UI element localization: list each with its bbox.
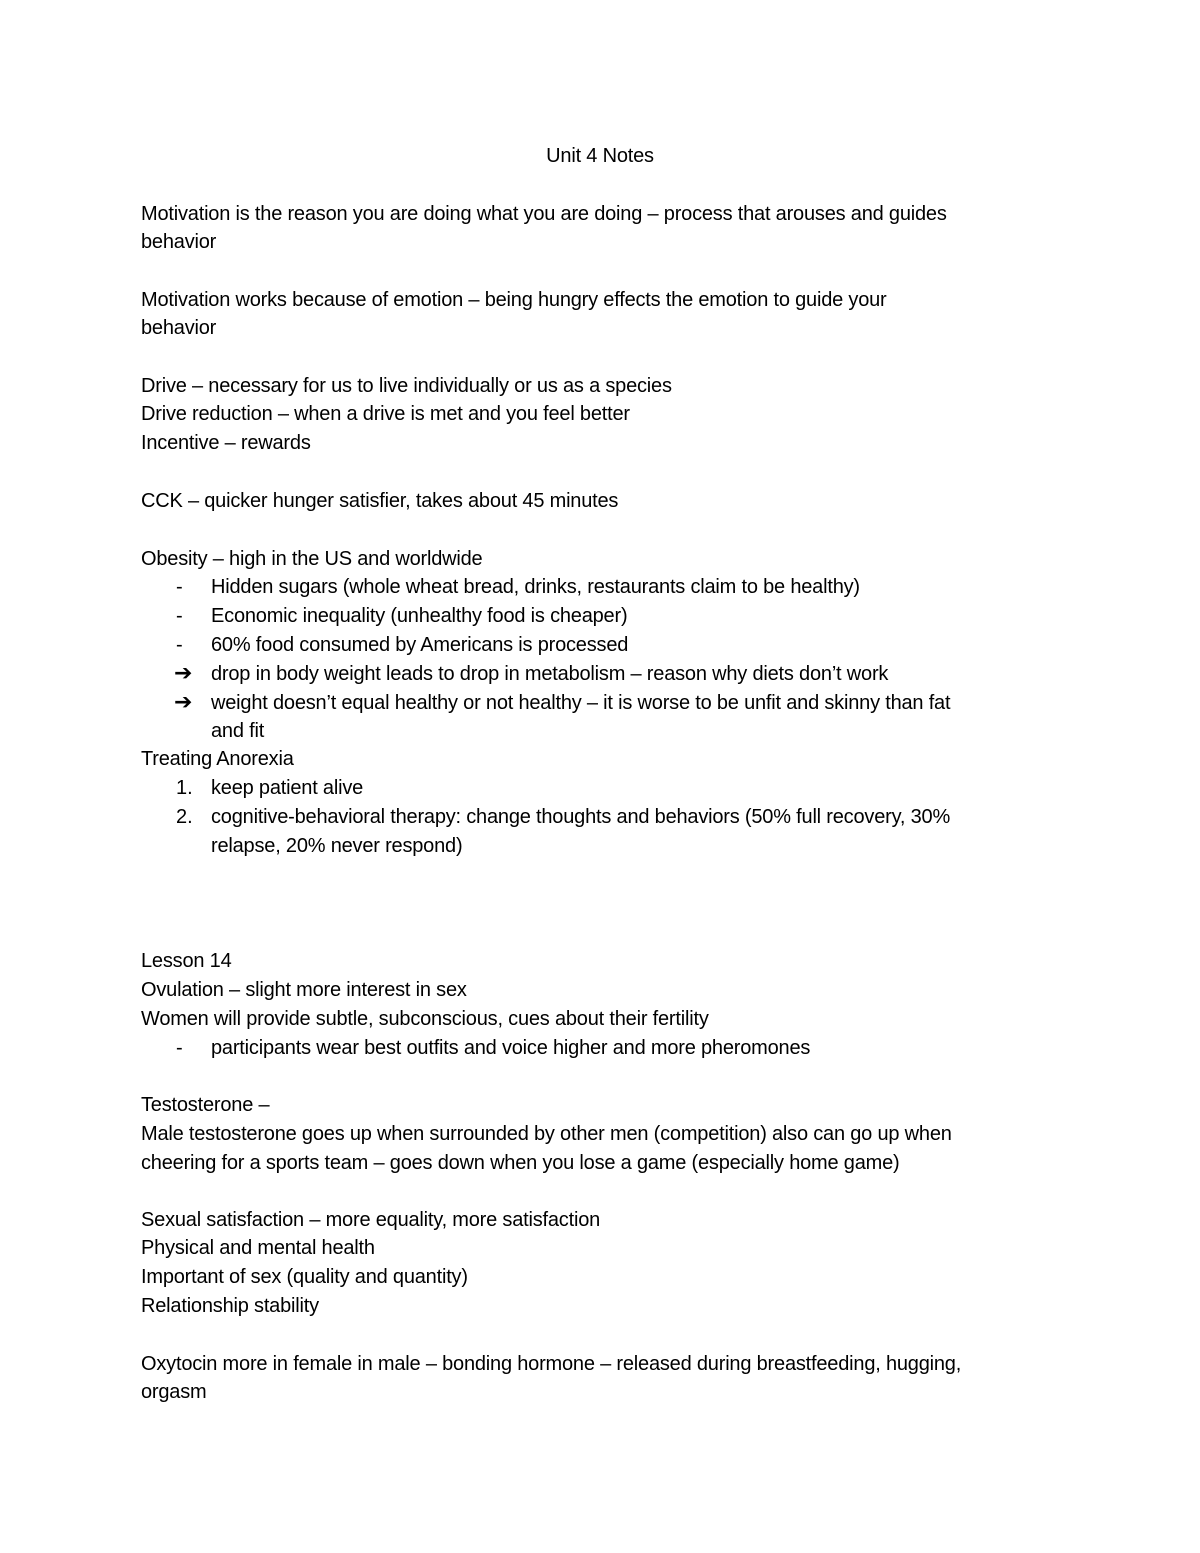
motivation-line-1: Motivation is the reason you are doing what you are doing – process that arouses and guides	[141, 203, 947, 225]
drive-definition: Drive – necessary for us to live individually or us as a species	[141, 375, 672, 397]
satisfaction-line: Sexual satisfaction – more equality, more satisfaction	[141, 1209, 601, 1231]
list-number: 2.	[176, 806, 193, 828]
satisfaction-line: Important of sex (quality and quantity)	[141, 1266, 468, 1288]
obesity-item: 60% food consumed by Americans is processed	[211, 634, 629, 656]
testosterone-line-2: cheering for a sports team – goes down when you lose a game (especially home game)	[141, 1152, 900, 1174]
lesson-heading: Lesson 14	[141, 950, 232, 972]
dash-bullet: -	[176, 1037, 183, 1059]
obesity-arrow-item: weight doesn’t equal healthy or not healthy – it is worse to be unfit and skinny than fat	[211, 692, 951, 714]
anorexia-item-continued: relapse, 20% never respond)	[211, 835, 463, 857]
obesity-arrow-item: drop in body weight leads to drop in metabolism – reason why diets don’t work	[211, 663, 889, 685]
anorexia-item: cognitive-behavioral therapy: change thoughts and behaviors (50% full recovery, 30%	[211, 806, 951, 828]
emotion-line-1: Motivation works because of emotion – being hungry effects the emotion to guide your	[141, 289, 887, 311]
arrow-bullet-icon: ➔	[174, 660, 193, 685]
testosterone-line-1: Male testosterone goes up when surrounded by other men (competition) also can go up when	[141, 1123, 952, 1145]
satisfaction-line: Physical and mental health	[141, 1237, 375, 1259]
dash-bullet: -	[176, 634, 183, 656]
oxytocin-line-2: orgasm	[141, 1381, 207, 1403]
obesity-item: Economic inequality (unhealthy food is cheaper)	[211, 605, 628, 627]
satisfaction-line: Relationship stability	[141, 1295, 319, 1317]
dash-bullet: -	[176, 605, 183, 627]
ovulation-note: Ovulation – slight more interest in sex	[141, 979, 467, 1001]
anorexia-heading: Treating Anorexia	[141, 748, 294, 770]
participants-note: participants wear best outfits and voice higher and more pheromones	[211, 1037, 811, 1059]
page-title: Unit 4 Notes	[546, 145, 654, 167]
obesity-arrow-item-continued: and fit	[211, 720, 265, 742]
obesity-heading: Obesity – high in the US and worldwide	[141, 548, 483, 570]
cck-definition: CCK – quicker hunger satisfier, takes about 45 minutes	[141, 490, 619, 512]
motivation-line-2: behavior	[141, 231, 217, 253]
drive-reduction-definition: Drive reduction – when a drive is met and you feel better	[141, 403, 630, 425]
list-number: 1.	[176, 777, 193, 799]
anorexia-item: keep patient alive	[211, 777, 364, 799]
obesity-item: Hidden sugars (whole wheat bread, drinks, restaurants claim to be healthy)	[211, 576, 860, 598]
dash-bullet: -	[176, 576, 183, 598]
women-cues-note: Women will provide subtle, subconscious, cues about their fertility	[141, 1008, 709, 1030]
incentive-definition: Incentive – rewards	[141, 432, 311, 454]
emotion-line-2: behavior	[141, 317, 217, 339]
arrow-bullet-icon: ➔	[174, 689, 193, 714]
oxytocin-line-1: Oxytocin more in female in male – bonding hormone – released during breastfeeding, hugging,	[141, 1353, 962, 1375]
testosterone-heading: Testosterone –	[141, 1094, 270, 1116]
